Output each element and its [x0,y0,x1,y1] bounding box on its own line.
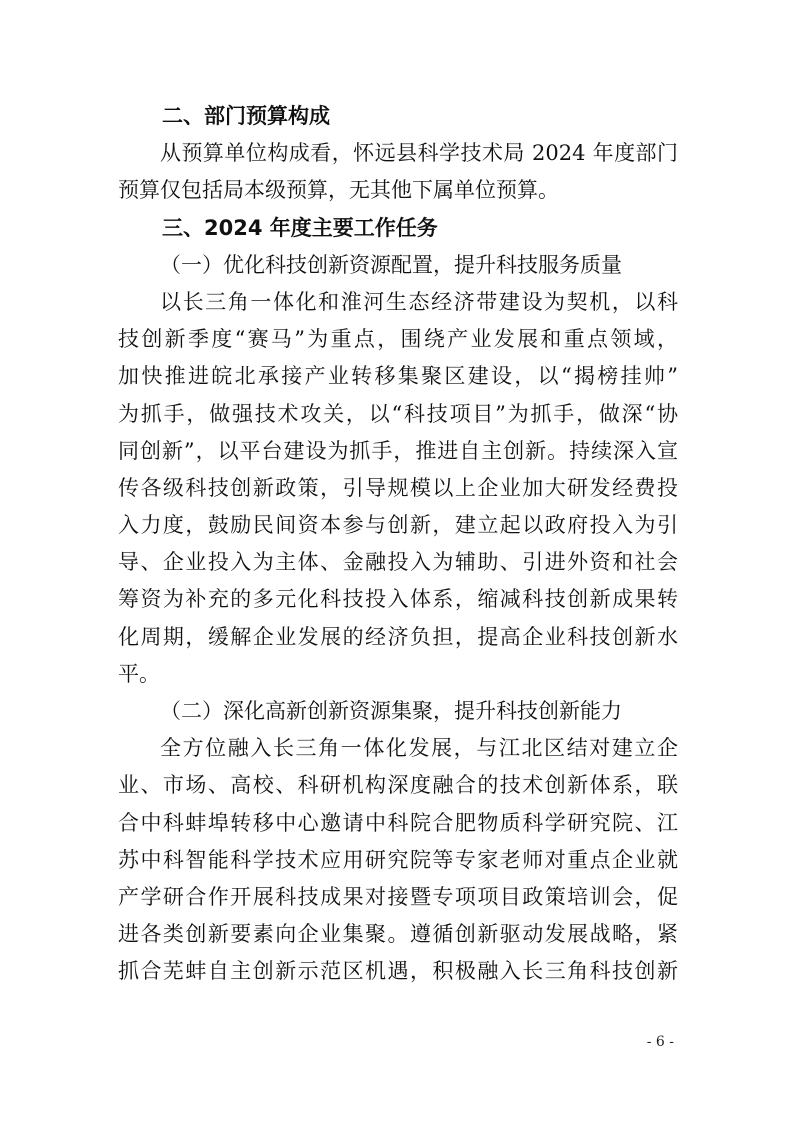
paragraph-line: 以长三角一体化和淮河生态经济带建设为契机，以科 [160,289,678,314]
paragraph-line: 业、市场、高校、科研机构深度融合的技术创新体系，联 [118,773,678,798]
page-number: - 6 - [646,1034,674,1050]
document-body [118,98,678,991]
paragraph-line: 筹资为补充的多元化科技投入体系，缩减科技创新成果转 [118,587,678,612]
subsection-heading-2: （二）深化高新创新资源集聚，提升科技创新能力 [160,699,622,723]
paragraph-line: 苏中科智能科学技术应用研究院等专家老师对重点企业就 [118,847,678,872]
paragraph-line: 产学研合作开展科技成果对接暨专项项目政策培训会，促 [118,884,678,909]
section-heading-main-tasks: 三、2024 年度主要工作任务 [162,215,438,240]
paragraph-line: 为抓手，做强技术攻关，以“科技项目”为抓手，做深“协 [118,401,678,426]
paragraph-line: 入力度，鼓励民间资本参与创新，建立起以政府投入为引 [118,513,678,538]
paragraph-line: 平。 [118,661,160,686]
section-heading-budget-composition: 二、部门预算构成 [162,104,330,128]
paragraph-line: 全方位融入长三角一体化发展，与江北区结对建立企 [160,736,678,761]
paragraph-line: 合中科蚌埠转移中心邀请中科院合肥物质科学研究院、江 [118,810,678,835]
subsection-heading-1: （一）优化科技创新资源配置，提升科技服务质量 [160,252,622,277]
paragraph-line: 加快推进皖北承接产业转移集聚区建设，以“揭榜挂帅” [118,364,678,389]
paragraph-line: 预算仅包括局本级预算，无其他下属单位预算。 [118,178,559,203]
paragraph-line: 技创新季度“赛马”为重点，围绕产业发展和重点领域， [118,327,678,352]
paragraph-line: 化周期，缓解企业发展的经济负担，提高企业科技创新水 [118,624,678,649]
paragraph-line: 同创新”，以平台建设为抓手，推进自主创新。持续深入宣 [118,438,678,463]
paragraph-line: 传各级科技创新政策，引导规模以上企业加大研发经费投 [118,475,678,500]
paragraph-line: 抓合芜蚌自主创新示范区机遇，积极融入长三角科技创新 [118,959,678,984]
paragraph-line: 从预算单位构成看，怀远县科学技术局 2024 年度部门 [160,141,678,166]
paragraph-line: 进各类创新要素向企业集聚。遵循创新驱动发展战略，紧 [118,922,678,947]
paragraph-line: 导、企业投入为主体、金融投入为辅助、引进外资和社会 [118,550,678,575]
